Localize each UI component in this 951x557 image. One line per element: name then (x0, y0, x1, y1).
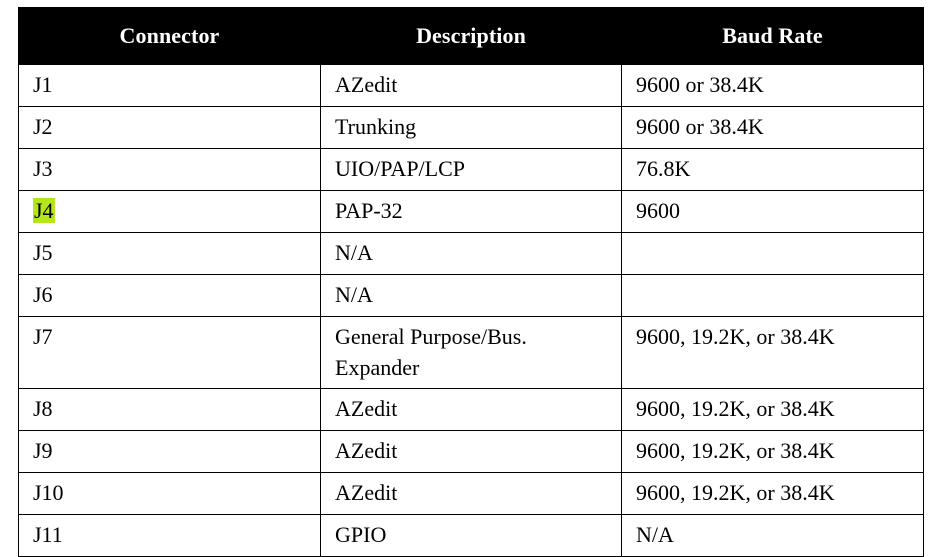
cell-connector (19, 191, 321, 233)
table-row (19, 431, 924, 473)
cell-connector: J9 (19, 431, 321, 473)
header-baud-rate: Baud Rate (622, 8, 924, 65)
cell-description: N/A (321, 233, 622, 275)
table-row (19, 149, 924, 191)
cell-baud-rate: 9600 or 38.4K (622, 65, 924, 107)
cell-connector: J10 (19, 473, 321, 515)
table-row (19, 515, 924, 557)
cell-baud-rate: 9600, 19.2K, or 38.4K (622, 317, 924, 389)
highlighted-connector: J4 (34, 198, 54, 223)
cell-description: General Purpose/Bus. Expander (321, 317, 622, 389)
cell-connector: J11 (19, 515, 321, 557)
cell-baud-rate: 9600 or 38.4K (622, 107, 924, 149)
cell-baud-rate: 9600, 19.2K, or 38.4K (622, 389, 924, 431)
table-row (19, 275, 924, 317)
cell-description: AZedit (321, 65, 622, 107)
cell-baud-rate: 76.8K (622, 149, 924, 191)
cell-description: AZedit (321, 473, 622, 515)
table-row (19, 191, 924, 233)
cell-description: Trunking (321, 107, 622, 149)
cell-connector: J1 (19, 65, 321, 107)
table-row (19, 233, 924, 275)
cell-connector: J7 (19, 317, 321, 389)
header-connector: Connector (19, 8, 321, 65)
header-description: Description (321, 8, 622, 65)
cell-baud-rate: 9600, 19.2K, or 38.4K (622, 473, 924, 515)
cell-description: GPIO (321, 515, 622, 557)
cell-baud-rate: 9600 (622, 191, 924, 233)
cell-connector: J6 (19, 275, 321, 317)
cell-description: AZedit (321, 431, 622, 473)
table-row (19, 65, 924, 107)
cell-baud-rate (622, 233, 924, 275)
table-row (19, 389, 924, 431)
table-row (19, 473, 924, 515)
header-row (19, 8, 924, 65)
cell-baud-rate (622, 275, 924, 317)
cell-baud-rate: N/A (622, 515, 924, 557)
cell-connector: J3 (19, 149, 321, 191)
table-row (19, 107, 924, 149)
cell-description: N/A (321, 275, 622, 317)
cell-description: AZedit (321, 389, 622, 431)
cell-description: PAP-32 (321, 191, 622, 233)
cell-connector: J8 (19, 389, 321, 431)
cell-connector: J2 (19, 107, 321, 149)
cell-baud-rate: 9600, 19.2K, or 38.4K (622, 431, 924, 473)
connector-baud-rate-table (18, 7, 924, 557)
cell-description: UIO/PAP/LCP (321, 149, 622, 191)
cell-connector: J5 (19, 233, 321, 275)
table-row (19, 317, 924, 389)
